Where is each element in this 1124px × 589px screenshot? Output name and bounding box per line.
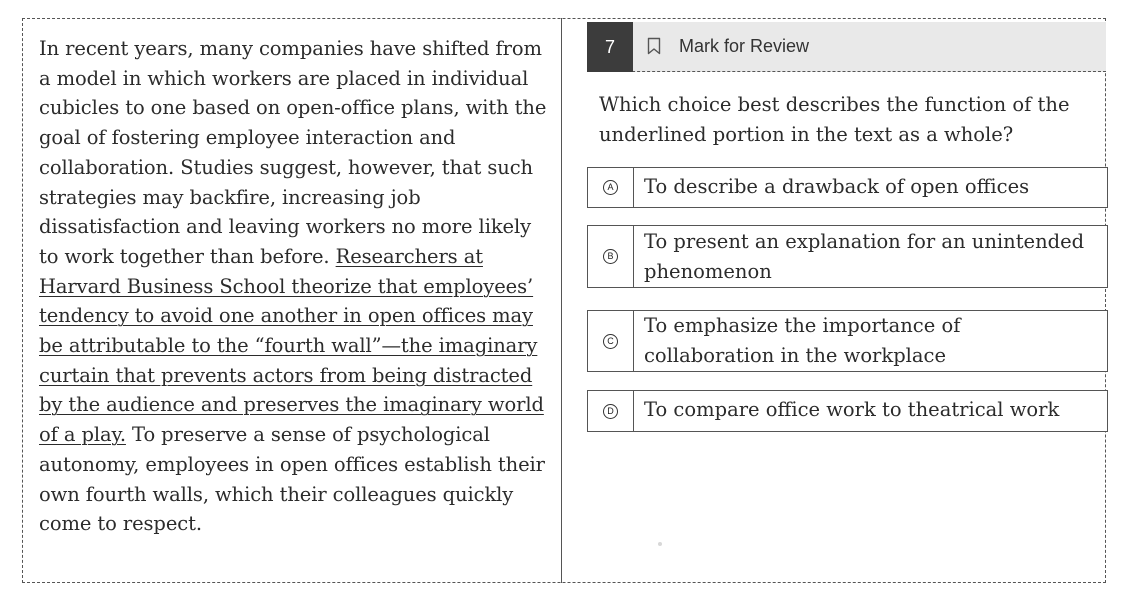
choice-c-letter-icon: C [603, 334, 618, 349]
choice-d-text: To compare office work to theatrical work [644, 398, 1060, 421]
choice-a-letter-icon: A [603, 180, 618, 195]
scan-speck [658, 542, 662, 546]
choice-letter-cell [588, 311, 634, 371]
choice-letter-cell [588, 168, 634, 207]
passage-text-before: In recent years, many companies have shifted from a model in which workers are placed in individual cubicles to one based on open-office plans, with the goal of fostering employee interaction and collaboration. Studies suggest, however, that such strategies may backfire, increasing job dissatisfaction and leaving workers no more likely to work together than before. [39, 37, 547, 268]
choice-b-letter-icon: B [603, 249, 618, 264]
choice-letter-cell [588, 226, 634, 287]
question-number-badge: 7 [587, 22, 633, 72]
choice-letter-cell [588, 391, 634, 431]
question-prompt: Which choice best describes the function of the underlined portion in the text as a whole? [599, 93, 1070, 146]
pane-divider [561, 18, 562, 583]
answer-choice-c[interactable] [587, 310, 1108, 372]
passage-text-after: To preserve a sense of psychological autonomy, employees in open offices establish their own fourth walls, which their colleagues quickly come to respect. [39, 423, 545, 536]
bookmark-icon[interactable] [647, 37, 661, 55]
passage-underlined-portion: Researchers at Harvard Business School theorize that employees’ tendency to avoid one another in open offices may be attributable to the “fourth wall”—the imaginary curtain that prevents actors from being distracted by the audience and preserves the imaginary world of a play. [39, 244, 544, 447]
reading-passage [39, 34, 549, 539]
answer-choice-d[interactable] [587, 390, 1108, 432]
answer-choice-a[interactable] [587, 167, 1108, 208]
question-header-bar [587, 22, 1106, 72]
choice-d-letter-icon: D [603, 404, 618, 419]
choice-b-text: To present an explanation for an unintended phenomenon [644, 230, 1085, 283]
answer-choice-b[interactable] [587, 225, 1108, 288]
choice-a-text: To describe a drawback of open offices [644, 175, 1030, 198]
mark-for-review-button[interactable]: Mark for Review [679, 36, 810, 56]
choice-c-text: To emphasize the importance of collaboration in the workplace [644, 314, 961, 367]
